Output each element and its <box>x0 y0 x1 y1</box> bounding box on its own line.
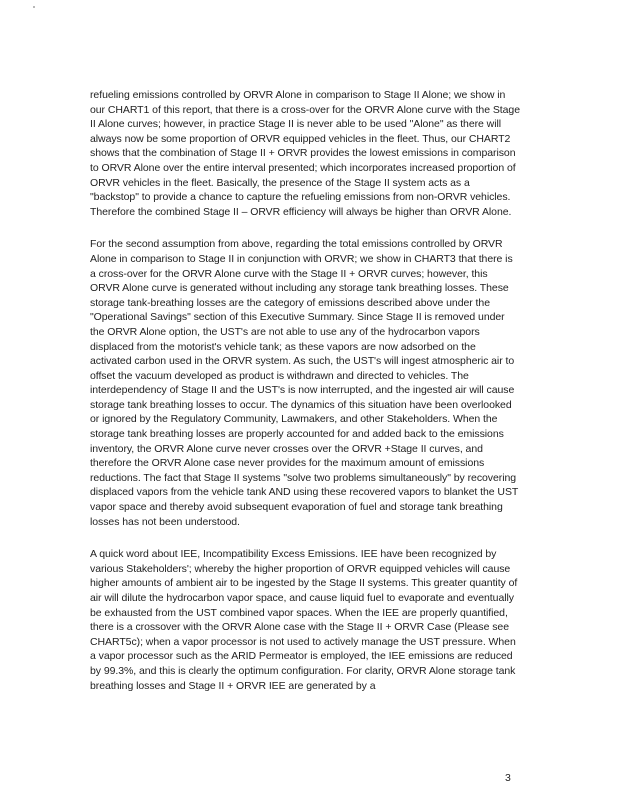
body-text <box>90 88 520 711</box>
page-number: 3 <box>505 772 511 784</box>
scan-mark <box>33 6 35 8</box>
paragraph-second-assumption: For the second assumption from above, regarding the total emissions controlled by ORVR Alone in comparison to Stage II in conjunction with ORVR; we show in CHART3 that there is a cross-over for the ORVR Alone curve with the Stage II + ORVR curves; however, this ORVR Alone curve is generated without including any storage tank breathing losses. These storage tank-breathing losses are the category of emissions described above under the "Operational Savings" section of this Executive Summary. Since Stage II is removed under the ORVR Alone option, the UST's are not able to use any of the hydrocarbon vapors displaced from the motorist's vehicle tank; as these vapors are now adsorbed on the activated carbon used in the ORVR system. As such, the UST's will ingest atmospheric air to offset the vacuum developed as product is withdrawn and directed to vehicles. The interdependency of Stage II and the UST's is now interrupted, and the ingested air will cause storage tank breathing losses to occur. The dynamics of this situation have been overlooked or ignored by the Regulatory Community, Lawmakers, and other Stakeholders. When the storage tank breathing losses are properly accounted for and added back to the emissions inventory, the ORVR Alone curve never crosses over the ORVR +Stage II curves, and therefore the ORVR Alone case never provides for the maximum amount of emissions reductions. The fact that Stage II systems "solve two problems simultaneously" by recovering displaced vapors from the vehicle tank AND using these recovered vapors to blanket the UST vapor space and thereby avoid subsequent evaporation of fuel and storage tank breathing losses has not been understood. <box>90 238 519 528</box>
paragraph-iee: A quick word about IEE, Incompatibility Excess Emissions. IEE have been recognized by various Stakeholders'; whereby the higher proportion of ORVR equipped vehicles will cause higher amounts of ambient air to be ingested by the Stage II systems. This greater quantity of air will dilute the hydrocarbon vapor space, and cause liquid fuel to evaporate and eventually be exhausted from the UST combined vapor spaces. When the IEE are properly quantified, there is a crossover with the ORVR Alone case with the Stage II + ORVR Case (Please see CHART5c); when a vapor processor is not used to actively manage the UST pressure. When a vapor processor such as the ARID Permeator is employed, the IEE emissions are reduced by 99.3%, and this is clearly the optimum configuration. For clarity, ORVR Alone storage tank breathing losses and Stage II + ORVR IEE are generated by a <box>90 548 518 692</box>
paragraph-refueling-emissions: refueling emissions controlled by ORVR Alone in comparison to Stage II Alone; we show in our CHART1 of this report, that there is a cross-over for the ORVR Alone curve with the Stage II Alone curves; however, in practice Stage II is never able to be used "Alone" as there will always now be some proportion of ORVR equipped vehicles in the fleet. Thus, our CHART2 shows that the combination of Stage II + ORVR provides the lowest emissions in comparison to ORVR Alone over the entire interval presented; which incorporates increased proportion of ORVR vehicles in the fleet. Basically, the presence of the Stage II system acts as a "backstop" to provide a chance to capture the refueling emissions from non-ORVR vehicles. Therefore the combined Stage II – ORVR efficiency will always be higher than ORVR Alone. <box>90 89 520 218</box>
